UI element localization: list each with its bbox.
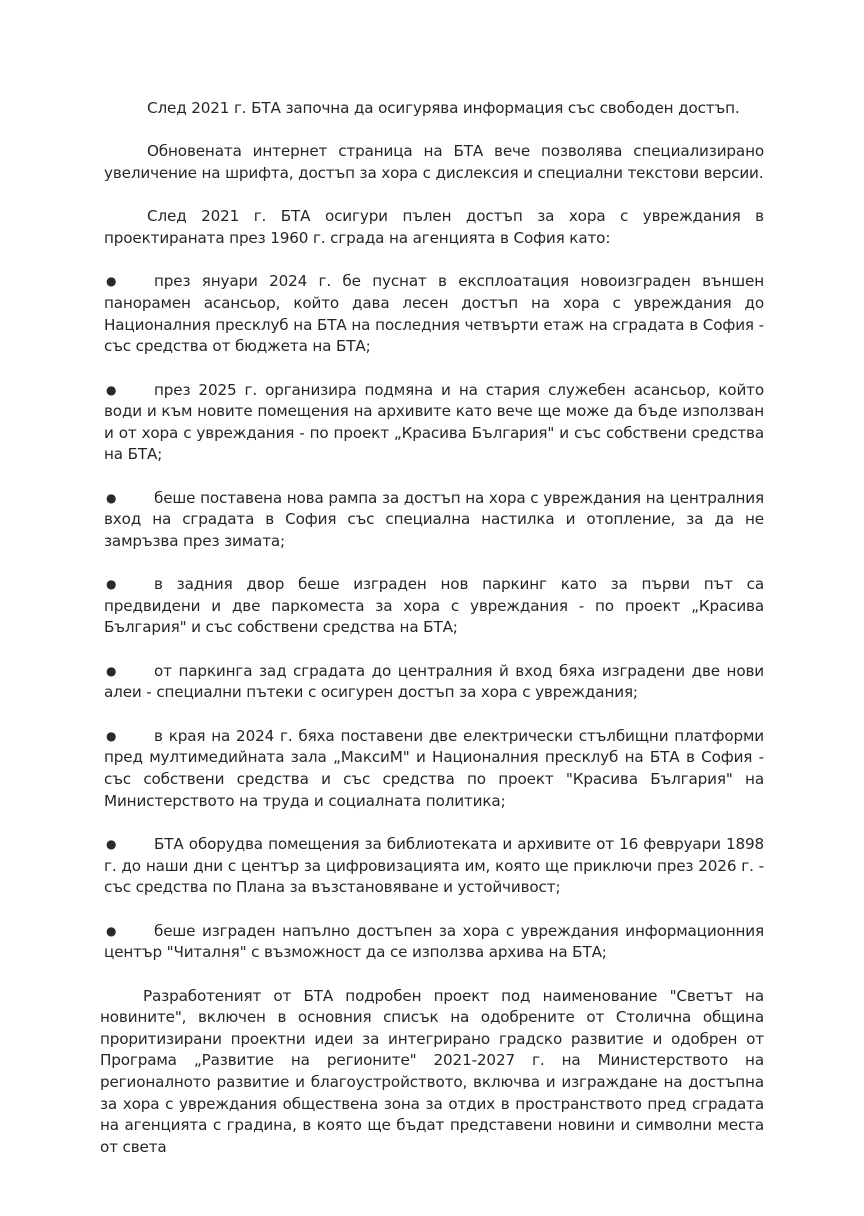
paragraph-free-access: След 2021 г. БТА започна да осигурява информация със свободен достъп. [147, 99, 740, 117]
paragraph-news-world-project: Разработеният от БТА подробен проект под наименование "Светът на новините", включен в основния списък на одобрените от Столична община проритизирани проектни идеи за интегрирано градско развитие и одобрен от Програма „Развитие на регионите" 2021-2027 г. на Министерството на регионалното развитие и благоустройството, включва и изграждане на достъпна за хора с увреждания обществена зона за отдих в пространството пред сградата на агенцията с градина, в която ще бъдат представени новини и символни места от света [100, 986, 764, 1156]
list-item-text: в края на 2024 г. бяха поставени две електрически стълбищни платформи пред мултимедийната зала „МаксиМ" и Националния пресклуб на БТА в София - със собствени средства и със средства по проект "Красива България" на Министерството на труда и социалната политика; [104, 726, 764, 810]
bullet-dot-icon: ● [106, 577, 117, 592]
list-item-text: от паркинга зад сградата до централния й вход бяха изградени две нови алеи - специални пътеки с осигурен достъп за хора с увреждания; [104, 661, 764, 702]
list-item [104, 380, 764, 466]
list-item-text: в задния двор беше изграден нов паркинг като за първи път са предвидени и две паркоместа за хора с увреждания - по проект „Красива България" и със собствени средства на БТА; [104, 575, 764, 637]
bullet-dot-icon: ● [106, 923, 117, 938]
bullet-dot-icon: ● [106, 382, 117, 397]
list-item [104, 921, 764, 964]
accessibility-measures-list [104, 271, 764, 963]
bullet-dot-icon: ● [106, 274, 117, 289]
document-page [100, 98, 764, 1180]
paragraph-building-access-intro: След 2021 г. БТА осигури пълен достъп за хора с увреждания в проектираната през 1960 г. сграда на агенцията в София като: [104, 207, 764, 247]
list-item-text: през 2025 г. организира подмяна и на стария служебен асансьор, който води и към новите помещения на архивите като вече ще може да бъде използван и от хора с увреждания - по проект „Красива България" и със собствени средства на БТА; [104, 380, 764, 464]
list-item-text: беше поставена нова рампа за достъп на хора с увреждания на централния вход на сградата в София със специална настилка и отопление, за да не замръзва през зимата; [104, 488, 764, 550]
list-item [104, 661, 764, 704]
list-item [104, 271, 764, 357]
list-item-text: БТА оборудва помещения за библиотеката и архивите от 16 февруари 1898 г. до наши дни с център за цифровизацията им, която ще приключи през 2026 г. - със средства по Плана за възстановяване и устойчивост; [104, 835, 764, 897]
bullet-dot-icon: ● [106, 490, 117, 505]
bullet-dot-icon: ● [106, 837, 117, 852]
list-item [104, 726, 764, 812]
bullet-dot-icon: ● [106, 728, 117, 743]
list-item [104, 488, 764, 553]
paragraph-website-accessibility: Обновената интернет страница на БТА вече позволява специализирано увеличение на шрифта, достъп за хора с дислексия и специални текстови версии. [104, 142, 764, 182]
list-item-text: през януари 2024 г. бе пуснат в експлоатация новоизграден външен панорамен асансьор, който дава лесен достъп на хора с увреждания до Националния пресклуб на БТА на последния четвърти етаж на сградата в София - със средства от бюджета на БТА; [104, 272, 764, 356]
list-item [104, 834, 764, 899]
list-item [104, 574, 764, 639]
bullet-dot-icon: ● [106, 663, 117, 678]
list-item-text: беше изграден напълно достъпен за хора с увреждания информационния център "Читалня" с възможност да се използва архива на БТА; [104, 921, 764, 962]
